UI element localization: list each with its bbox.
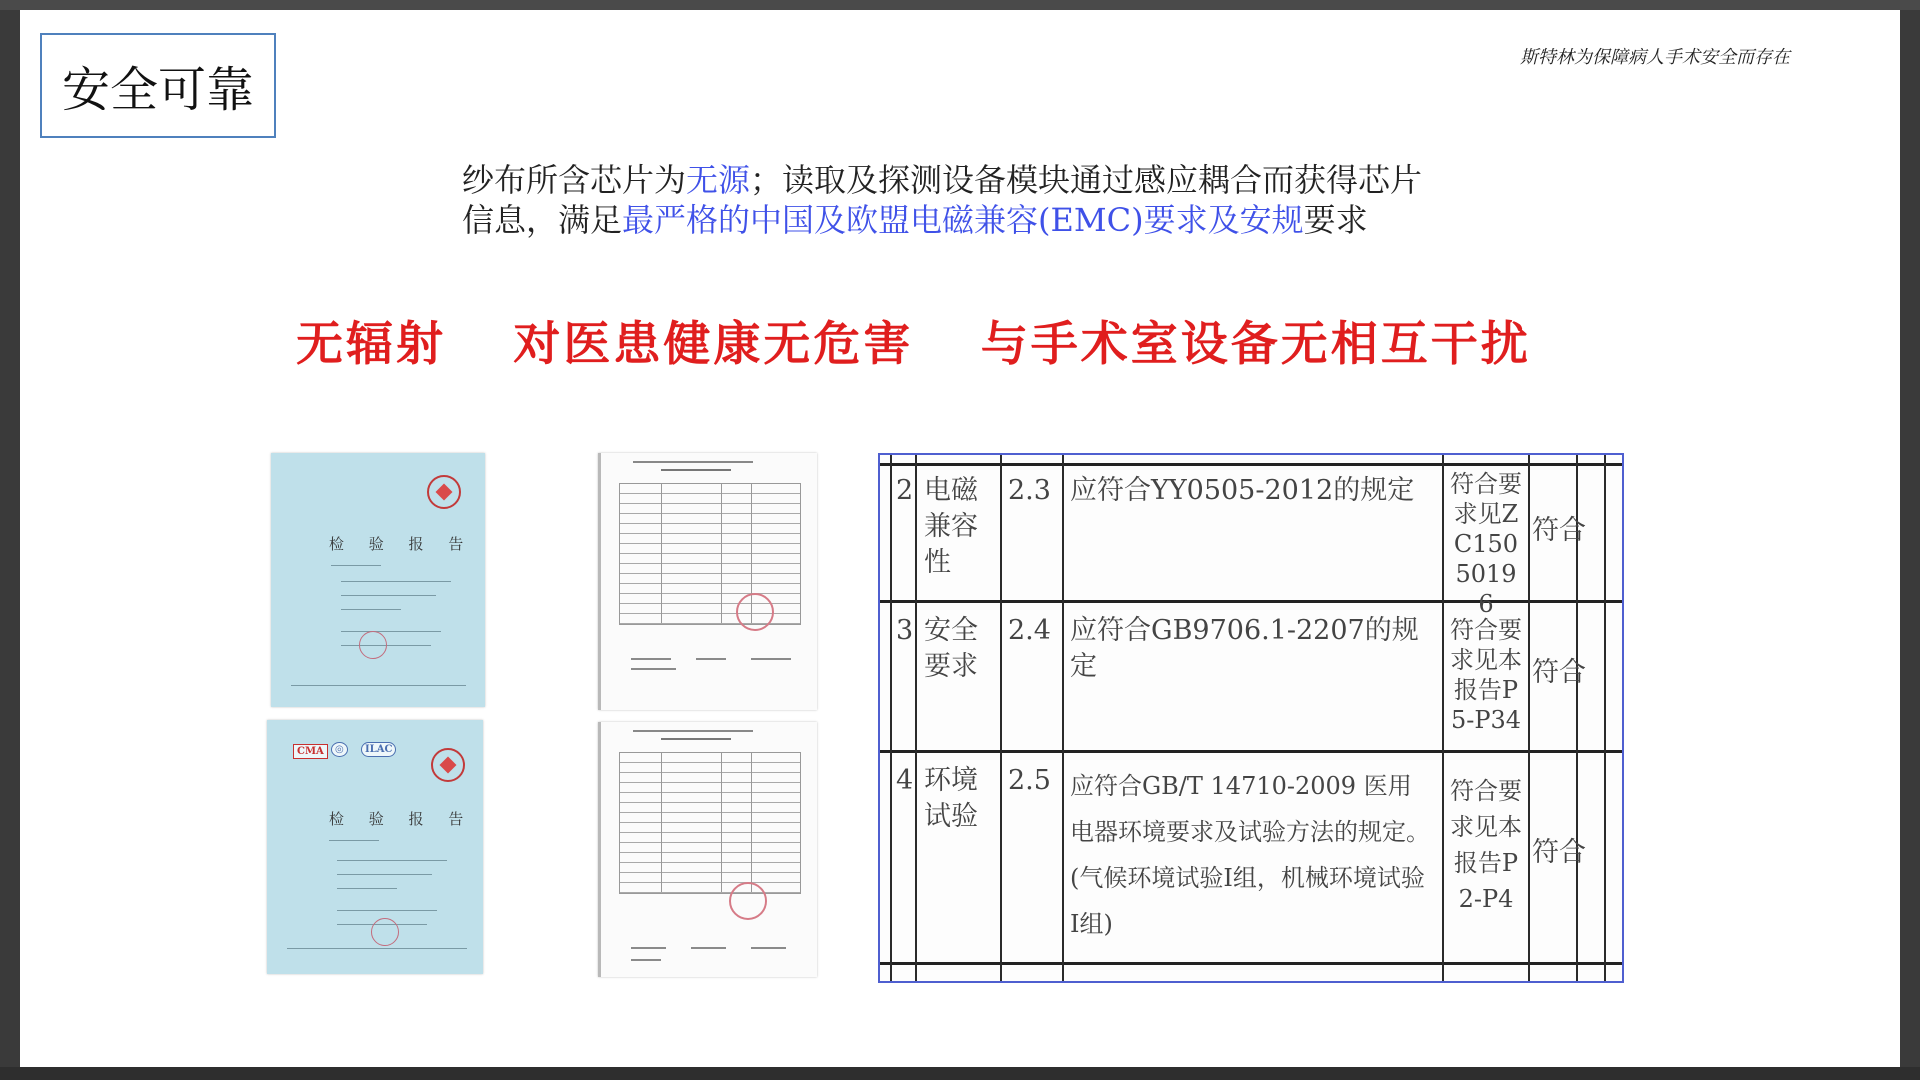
table-row-item: 环境试验 — [924, 765, 978, 832]
cover-line — [341, 631, 441, 632]
report-table-divider — [751, 752, 752, 892]
certificate-title: 检 验 报 告 — [329, 810, 474, 828]
report-header — [633, 730, 753, 732]
table-row-verdict: 符合 — [1532, 515, 1586, 546]
table-row-no: 2 — [896, 475, 914, 506]
stamp-icon — [729, 882, 767, 920]
desc-part4: 要求 — [1303, 201, 1368, 239]
table-row-result: 符合要求见本报告P2-P4 — [1450, 777, 1522, 913]
slogan: 斯特林为保障病人手术安全而存在 — [1520, 47, 1790, 68]
seal-icon — [427, 475, 461, 509]
stamp-icon — [371, 918, 399, 946]
desc-highlight2: 最严格的中国及欧盟电磁兼容(EMC)要求及安规 — [622, 201, 1304, 239]
table-row-item: 安全要求 — [924, 615, 978, 682]
certificate-title: 检 验 报 告 — [329, 535, 474, 553]
cover-line — [337, 874, 432, 875]
feature-no-harm: 对医患健康无危害 — [513, 317, 914, 372]
report-table — [619, 483, 801, 625]
report-table-divider — [661, 483, 662, 623]
table-row-item: 电磁兼容性 — [924, 475, 978, 578]
signature-line — [631, 947, 666, 949]
cover-line — [341, 609, 401, 610]
report-header — [661, 469, 731, 471]
cover-line — [329, 840, 379, 841]
table-rule — [880, 750, 1622, 753]
report-table-divider — [721, 483, 722, 623]
zoomed-report-table — [878, 453, 1624, 983]
table-col-divider — [1062, 455, 1064, 981]
desc-part1: 纱布所含芯片为 — [462, 161, 687, 199]
slide — [20, 10, 1900, 1067]
signature-line — [691, 947, 726, 949]
stamp-icon — [736, 593, 774, 631]
desc-highlight1: 无源 — [686, 161, 751, 199]
cover-line — [341, 595, 436, 596]
cover-line — [337, 860, 447, 861]
description — [462, 160, 1562, 240]
table-row-no: 4 — [896, 765, 914, 796]
certificate-cover-1 — [271, 453, 485, 707]
feature-list — [296, 307, 1696, 374]
cover-line — [341, 581, 451, 582]
table-col-divider — [915, 455, 917, 981]
feature-no-radiation: 无辐射 — [296, 317, 446, 372]
table-row-no: 3 — [896, 615, 914, 646]
cover-line — [331, 565, 381, 566]
signature-line — [631, 658, 671, 660]
cover-line — [287, 948, 467, 949]
report-header — [661, 738, 731, 740]
desc-part2: ；读取及探测设备模块通过感应耦合而获得芯片 — [750, 161, 1423, 199]
window-bottom-bar — [0, 1067, 1920, 1080]
seal-icon — [431, 748, 465, 782]
feature-no-interference: 与手术室设备无相互干扰 — [980, 317, 1531, 372]
table-col-divider — [1000, 455, 1002, 981]
table-rule — [880, 962, 1622, 965]
table-row-result: 符合要求见本报告P5-P34 — [1450, 616, 1522, 734]
table-rule — [880, 463, 1622, 466]
cover-line — [337, 910, 437, 911]
report-page-2 — [598, 722, 817, 977]
table-row-verdict: 符合 — [1532, 837, 1586, 868]
table-col-divider — [1528, 455, 1530, 981]
signature-line — [631, 959, 661, 961]
table-row-clause: 2.5 — [1008, 765, 1051, 796]
signature-line — [696, 658, 726, 660]
report-page-1 — [598, 453, 817, 710]
cnas-logo-icon: ◎ — [331, 742, 348, 757]
signature-line — [751, 658, 791, 660]
cma-logo-icon: CMA — [293, 744, 328, 759]
table-row-requirement: 应符合GB/T 14710-2009 医用电器环境要求及试验方法的规定。(气候环境试验Ⅰ组，机械环境试验Ⅰ组) — [1070, 772, 1430, 938]
certificate-cover-2 — [267, 720, 483, 974]
ilac-logo-icon: ILAC — [361, 742, 396, 757]
desc-part3: 信息，满足 — [462, 201, 623, 239]
signature-line — [751, 947, 786, 949]
table-row-result: 符合要求见ZC15050196 — [1450, 470, 1522, 618]
signature-line — [631, 668, 676, 670]
window-top-bar — [0, 0, 1920, 10]
cover-line — [337, 888, 397, 889]
report-table-divider — [721, 752, 722, 892]
report-table-divider — [661, 752, 662, 892]
table-col-divider — [890, 455, 892, 981]
slide-title: 安全可靠 — [40, 33, 276, 138]
table-row-requirement: 应符合YY0505-2012的规定 — [1070, 475, 1415, 506]
report-header — [633, 461, 753, 463]
table-row-verdict: 符合 — [1532, 657, 1586, 688]
table-row-requirement: 应符合GB9706.1-2207的规定 — [1070, 615, 1419, 682]
cover-line — [291, 685, 466, 686]
stamp-icon — [359, 631, 387, 659]
report-table — [619, 752, 801, 894]
table-row-clause: 2.3 — [1008, 475, 1051, 506]
table-row-clause: 2.4 — [1008, 615, 1051, 646]
table-col-divider — [1442, 455, 1444, 981]
table-col-divider — [1604, 455, 1606, 981]
